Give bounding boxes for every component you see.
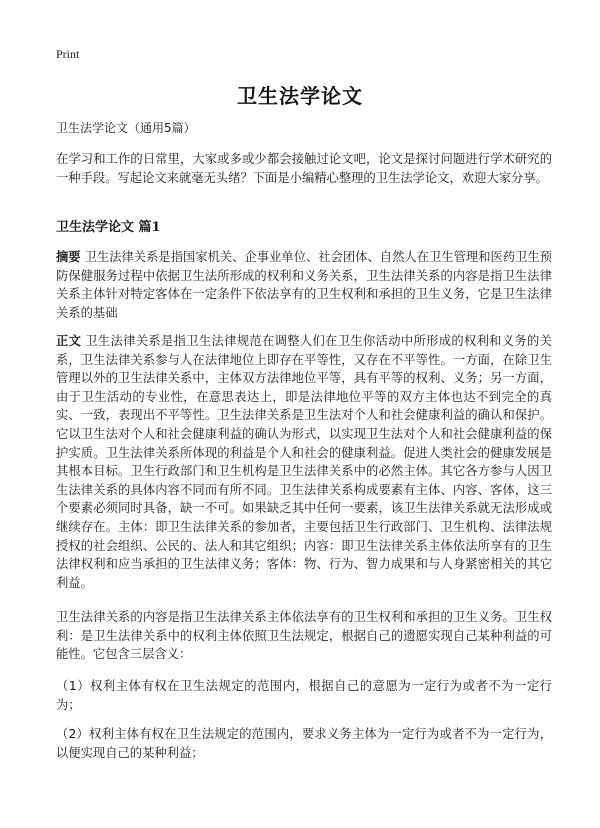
content-paragraph: 卫生法律关系的内容是指卫生法律关系主体依法享有的卫生权利和承担的卫生义务。卫生权利：是卫生法律关系中的权利主体依照卫生法规定，根据自己的遗愿实现自己某种利益的可能性。它包含三层含义： — [56, 610, 552, 662]
print-link[interactable]: Print — [56, 47, 80, 61]
section-heading: 卫生法学论文 篇1 — [56, 220, 161, 235]
list-item: （1）权利主体有权在卫生法规定的范围内，根据自己的意愿为一定行为或者不为一定行为； — [56, 679, 552, 712]
list-item: （2）权利主体有权在卫生法规定的范围内，要求义务主体为一定行为或者不为一定行为，以便实现自己的某种利益； — [56, 727, 552, 760]
document-subtitle: 卫生法学论文（通用5篇） — [56, 121, 196, 135]
body-paragraph — [56, 332, 552, 592]
intro-paragraph: 在学习和工作的日常里，大家或多或少都会接触过论文吧，论文是探讨问题进行学术研究的一种手段。写起论文来就毫无头绪？下面是小编精心整理的卫生法学论文，欢迎大家分享。 — [56, 152, 552, 185]
body-text: 卫生法律关系是指卫生法律规范在调整人们在卫生你活动中所形成的权利和义务的关系，卫生法律关系参与人在法律地位上即存在平等性，又存在不平等性。一方面，在除卫生管理以外的卫生法律关系中，主体双方法律地位平等，具有平等的权利、义务；另一方面，由于卫生活动的专业性，在意思表达上，即是法律地位平等的双方主体也达不到完全的真实、一致，表现出不平等性。卫生法律关系是卫生法对个人和社会健康利益的确认和保护。它以卫生法对个人和社会健康利益的确认为形式，以实现卫生法对个人和社会健康利益的保护实质。卫生法律关系所体现的利益是个人和社会的健康利益。促进人类社会的健康发展是其根本目标。卫生行政部门和卫生机构是卫生法律关系中的必然主体。其它各方参与人因卫生法律关系的具体内容不同而有所不同。卫生法律关系构成要素有主体、内容、客体，这三个要素必须同时具备，缺一不可。如果缺乏其中任何一要素，该卫生法律关系就无法形成或继续存在。主体：即卫生法律关系的参加者，主要包括卫生行政部门、卫生机构、法律法规授权的社会组织、公民的、法人和其它组织；内容：即卫生法律关系主体依法所享有的卫生法律权利和应当承担的卫生法律义务；客体：物、行为、智力成果和与人身紧密相关的其它利益。 — [56, 334, 552, 590]
abstract-label: 摘要 — [56, 250, 81, 264]
abstract-text: 卫生法律关系是指国家机关、企事业单位、社会团体、自然人在卫生管理和医药卫生预防保健服务过程中依据卫生法所形成的权利和义务关系，卫生法律关系的内容是指卫生法律关系主体针对特定客体在一定条件下依法享有的卫生权利和承担的卫生义务，它是卫生法律关系的基础 — [56, 250, 552, 320]
document-title: 卫生法学论文 — [237, 84, 363, 108]
abstract-paragraph — [56, 248, 552, 322]
body-label: 正文 — [56, 334, 82, 348]
